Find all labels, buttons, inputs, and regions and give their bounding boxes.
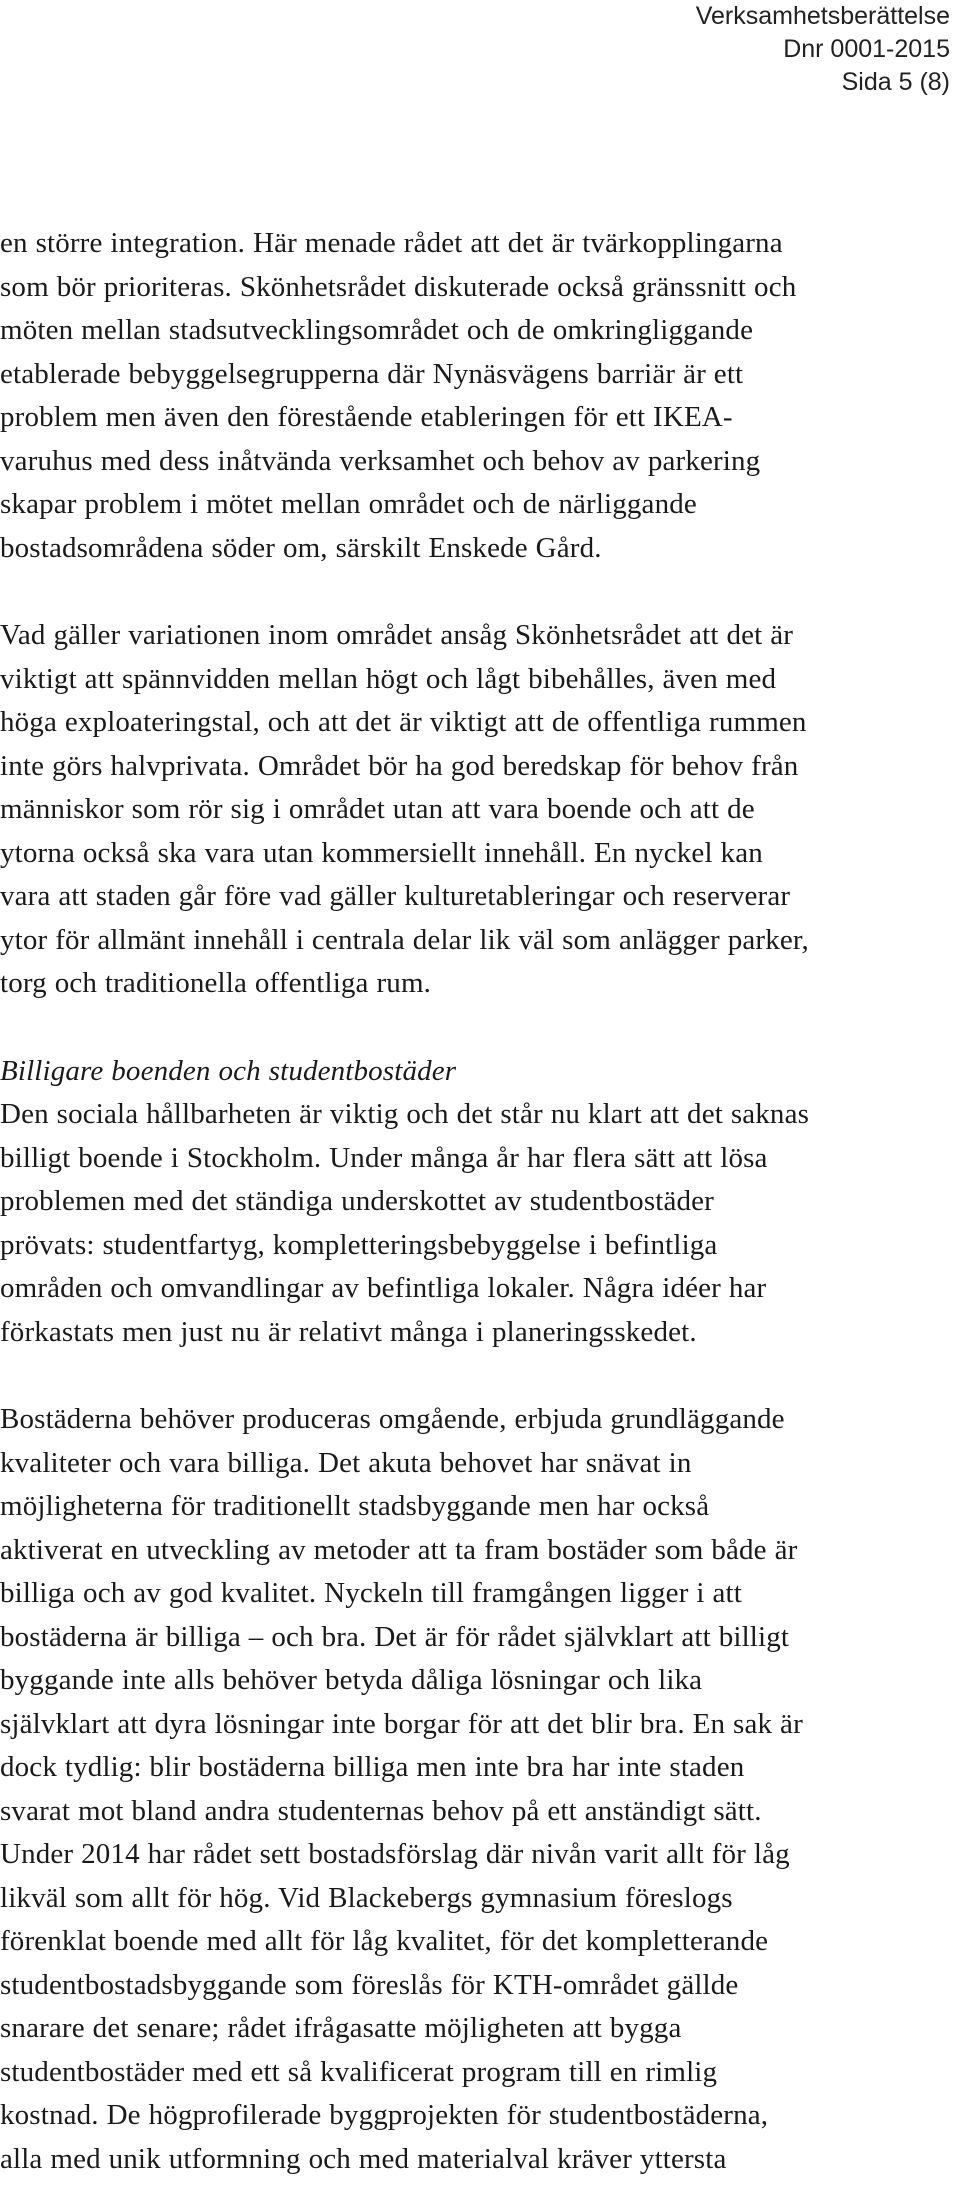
text-line: billigt boende i Stockholm. Under många år har flera sätt att lösa <box>0 1141 768 1174</box>
text-line: prövats: studentfartyg, kompletteringsbebyggelse i befintliga <box>0 1228 718 1261</box>
text-line: en större integration. Här menade rådet att det är tvärkopplingarna <box>0 227 783 259</box>
text-line: bostäderna är billiga – och bra. Det är för rådet självklart att billigt <box>0 1620 790 1653</box>
text-line: varuhus med dess inåtvända verksamhet och behov av parkering <box>0 444 761 477</box>
paragraph-housing-quality <box>0 1398 958 2181</box>
page-header <box>696 0 950 99</box>
text-line: förkastats men just nu är relativt många i planeringsskedet. <box>0 1315 697 1348</box>
paragraph-variation <box>0 614 958 1006</box>
text-line: byggande inte alls behöver betyda dåliga lösningar och lika <box>0 1664 703 1696</box>
section-heading: Billigare boenden och studentbostäder <box>0 1054 457 1087</box>
text-line: alla med unik utformning och med materialval kräver yttersta <box>0 2142 727 2175</box>
text-line: möten mellan stadsutvecklingsområdet och de omkringliggande <box>0 314 754 346</box>
text-line: problem men även den förestående etableringen för ett IKEA- <box>0 401 733 433</box>
text-line: svarat mot bland andra studenternas behov på ett anständigt sätt. <box>0 1794 762 1827</box>
text-line: inte görs halvprivata. Området bör ha god beredskap för behov från <box>0 749 799 782</box>
text-line: billiga och av god kvalitet. Nyckeln till framgången ligger i att <box>0 1577 742 1609</box>
text-line: vara att staden går före vad gäller kulturetableringar och reserverar <box>0 880 791 912</box>
text-line: förenklat boende med allt för låg kvalitet, för det kompletterande <box>0 1925 769 1957</box>
text-line: studentbostäder med ett så kvalificerat program till en rimlig <box>0 2055 718 2088</box>
page-number: Sida 5 (8) <box>841 68 950 96</box>
section-student-housing <box>0 1050 958 1355</box>
text-line: aktiverat en utveckling av metoder att ta fram bostäder som både är <box>0 1533 798 1566</box>
text-line: möjligheterna för traditionellt stadsbyggande men har också <box>0 1490 710 1522</box>
text-line: Bostäderna behöver produceras omgående, erbjuda grundläggande <box>0 1403 785 1435</box>
paragraph-integration <box>0 222 958 570</box>
document-body <box>0 222 958 2181</box>
text-line: ytor för allmänt innehåll i centrala delar lik väl som anlägger parker, <box>0 923 809 956</box>
paragraph-spacer <box>0 1354 958 1398</box>
text-line: viktigt att spännvidden mellan högt och lågt bibehålles, även med <box>0 662 777 695</box>
text-line: torg och traditionella offentliga rum. <box>0 967 432 999</box>
text-line: Vad gäller variationen inom området ansåg Skönhetsrådet att det är <box>0 619 794 651</box>
text-line: ytorna också ska vara utan kommersiellt innehåll. En nyckel kan <box>0 836 763 869</box>
text-line: områden och omvandlingar av befintliga lokaler. Några idéer har <box>0 1272 767 1304</box>
text-line: Den sociala hållbarheten är viktig och det står nu klart att det saknas <box>0 1098 810 1130</box>
text-line: problemen med det ständiga underskottet av studentbostäder <box>0 1185 714 1217</box>
text-line: människor som rör sig i området utan att vara boende och att de <box>0 793 755 825</box>
text-line: bostadsområdena söder om, särskilt Enskede Gård. <box>0 531 602 564</box>
text-line: kostnad. De högprofilerade byggprojekten för studentbostäderna, <box>0 2099 769 2131</box>
paragraph-spacer <box>0 570 958 614</box>
text-line: studentbostadsbyggande som föreslås för KTH-området gällde <box>0 1968 739 2001</box>
paragraph-spacer <box>0 1006 958 1050</box>
text-line: likväl som allt för hög. Vid Blackebergs gymnasium föreslogs <box>0 1881 733 1914</box>
document-title: Verksamhetsberättelse <box>695 2 950 30</box>
text-line: Under 2014 har rådet sett bostadsförslag där nivån varit allt för låg <box>0 1838 790 1870</box>
text-line: etablerade bebyggelsegrupperna där Nynäsvägens barriär är ett <box>0 357 744 390</box>
text-line: höga exploateringstal, och att det är viktigt att de offentliga rummen <box>0 706 807 738</box>
document-number: Dnr 0001-2015 <box>783 35 950 63</box>
text-line: självklart att dyra lösningar inte borgar för att det blir bra. En sak är <box>0 1707 803 1740</box>
text-line: skapar problem i mötet mellan området och de närliggande <box>0 488 697 520</box>
text-line: som bör prioriteras. Skönhetsrådet diskuterade också gränssnitt och <box>0 270 797 303</box>
text-line: dock tydlig: blir bostäderna billiga men inte bra har inte staden <box>0 1751 745 1783</box>
text-line: snarare det senare; rådet ifrågasatte möjligheten att bygga <box>0 2012 682 2044</box>
text-line: kvaliteter och vara billiga. Det akuta behovet har snävat in <box>0 1446 692 1479</box>
